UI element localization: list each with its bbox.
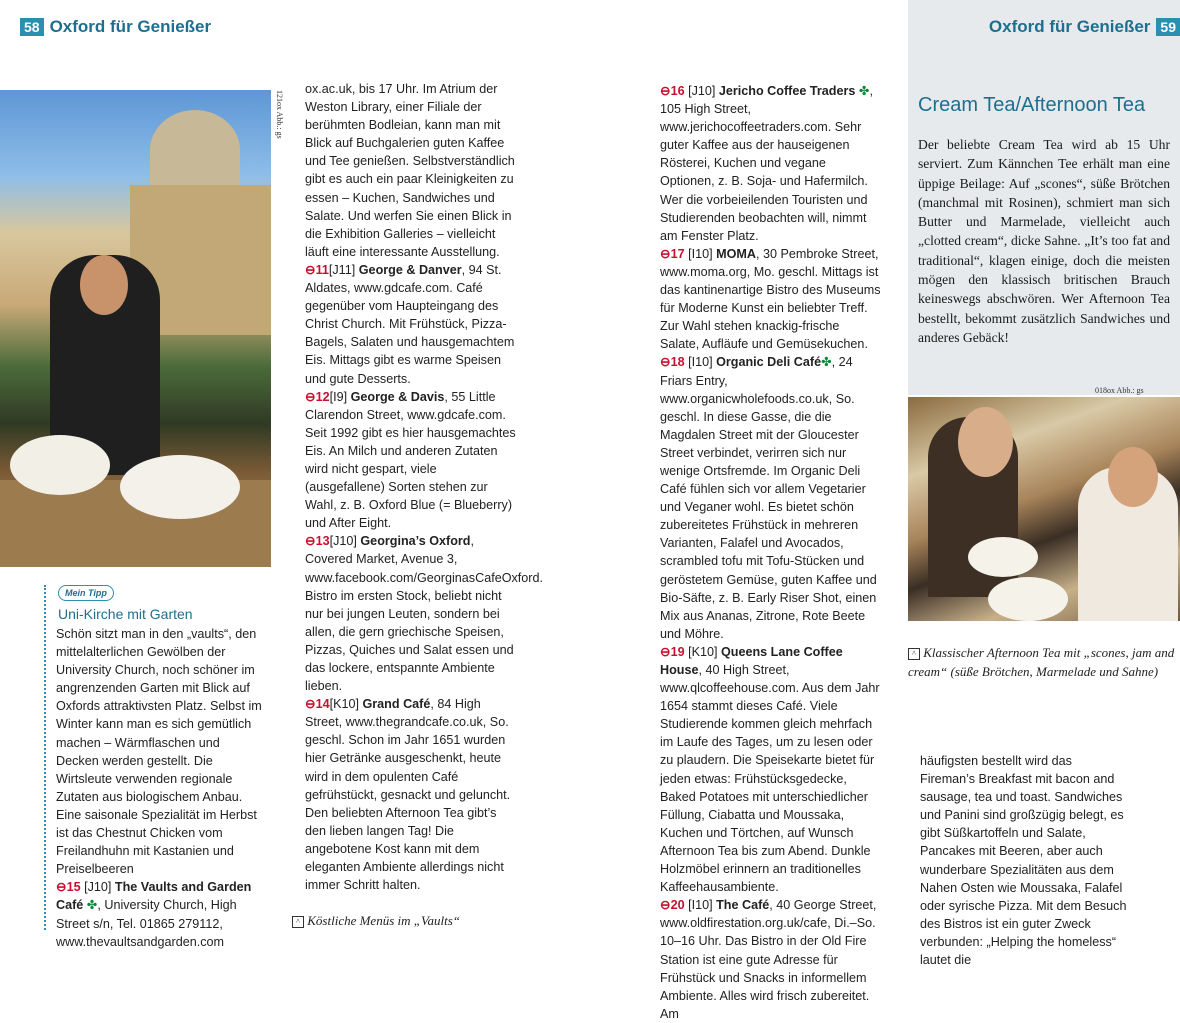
left-page-number: 58 (20, 18, 44, 36)
listing-entry (660, 896, 882, 1023)
pin-icon: ⊖ (305, 534, 316, 549)
entry-pin-number: 12 (315, 389, 330, 404)
entry-details: , 55 Little Clarendon Street, www.gdcafe.com. Seit 1992 gibt es hier hausgemachtes Eis. An Milch und anderen Zutaten wird nicht gespart, viele (ausgefallene) Sorten stehen zur Wahl, z. B. Oxford Blue (= Blueberry) und After Eight. (305, 389, 516, 531)
right-page-header (989, 16, 1180, 38)
entry-pin-number: 17 (670, 246, 685, 261)
left-photo-credit (272, 90, 286, 150)
entry-details: , 24 Friars Entry, www.organicwholefoods.co.uk, So. geschl. In diese Gasse, die die Magdalen Street mit der Gloucester Street verbindet, verirren sich nur wenige Ortsfremde. Im Organic Deli Café fühlen sich vor allem Vegetarier und Veganer wohl. Es bietet schön zubereitetes Frühstück in mehreren Varianten, Falafel und Avocados, scrambled tofu mit Tofu-Stücken und geröstetem Gemüse, guten Kaffee und Bio-Säfte, z. B. Early Riser Shot, einen Mix aus Ananas, Zitrone, Rote Beete und Möhre. (660, 355, 877, 641)
left-text-column (305, 80, 543, 894)
photo-woman-head (1108, 447, 1158, 507)
afternoon-tea-photo (908, 397, 1180, 621)
listing-entry (660, 245, 882, 354)
entry-pin-number: 20 (670, 898, 685, 913)
entry-details: , Covered Market, Avenue 3, www.facebook.com/GeorginasCafeOxford. Bistro im ersten Stock, beliebt nicht nur bei jungen Leuten, sondern bei allen, die gern griechische Speisen, Pizzas, Quiches und Salat essen und das lockere, entspannte Ambiente lieben. (305, 534, 543, 694)
entry-pin-number: 18 (670, 355, 685, 370)
pin-icon: ⊖ (305, 389, 316, 404)
entry-grid: [I10] (688, 898, 713, 913)
photo-dome-shape (150, 110, 240, 190)
mein-tipp-text: Schön sitzt man in den „vaults“, den mittelalterlichen Gewölben der University Church, noch schöner im angrenzenden Garten mit Blick auf Oxfords attraktivsten Platz. Selbst im Winter kann man es sich gemütlich machen – Wärmflaschen und Decken werden gestellt. Die Wirtsleute verwenden regionale Zutaten aus biologischem Anbau. Eine saisonale Spezialität im Herbst ist das Chestnut Chicken vom Freilandhuhn mit Kastanien und Preiselbeeren (56, 627, 262, 877)
entry-details: , 94 St. Aldates, www.gdcafe.com. Café gegenüber vom Haupteingang des Christ Church. Mit Frühstück, Pizza-Bagels, Salaten und hausgemachtem Eis. Mittags gibt es warme Speisen und gute Desserts. (305, 262, 515, 386)
clover-icon: ✤ (821, 355, 832, 370)
right-continuation-text: häufigsten bestellt wird das Fireman’s Breakfast mit bacon and sausage, tea und toast. Sandwiches und Panini sind großzügig belegt, es gibt Süßkartoffeln und Salate, Pancakes mit Beeren, aber auch wunderbare Spezialitäten aus dem Nahen Osten wie Moussaka, Falafel oder syrische Pizza. Mit dem Besuch des Bistros ist ein guter Zweck verbunden: „Helping the homeless“ lautet die (920, 754, 1127, 968)
listing-entry (660, 353, 882, 643)
entry-pin-number: 15 (66, 880, 81, 895)
column-intro: ox.ac.uk, bis 17 Uhr. Im Atrium der Weston Library, einer Filiale der berühmten Bodleian, kann man mit Blick auf Buchgalerien guten Kaffee und Tee genießen. Selbstverständlich gibt es auch ein paar Kleinigkeiten zu essen – Kuchen, Sandwiches und Salate. Und werfen Sie einen Blick in die Exhibition Galleries – vielleicht läuft eine interessante Ausstellung. (305, 82, 515, 259)
entry-details: , 40 George Street, www.oldfirestation.org.uk/cafe, Di.–So. 10–16 Uhr. Das Bistro in der Old Fire Station ist eine gute Adresse für Frühstück und Snacks in informellem Ambiente. Alles wird frisch zubereitet. Am (660, 898, 877, 1021)
listing-entry (305, 532, 543, 695)
right-page-number: 59 (1156, 18, 1180, 36)
left-running-head: Oxford für Genießer (49, 17, 212, 36)
entry-name: Georgina’s Oxford (360, 534, 471, 549)
photo-plate-scones (968, 537, 1038, 577)
entry-details: University Church, High Street s/n, Tel. 01865 279112, www.thevaultsandgarden.com (56, 898, 237, 949)
entry-grid: [I10] (688, 355, 713, 370)
left-photo-credit-text: 121ox Abb.: gs (275, 90, 284, 139)
entry-pin-number: 19 (670, 644, 685, 659)
mein-tipp-box (44, 585, 268, 949)
left-photo-caption (292, 913, 460, 929)
mein-tipp-badge: Mein Tipp (58, 585, 114, 601)
mein-tipp-entry: ⊖15 [J10] The Vaults and Garden Café ✤, University Church, High Street s/n, Tel. 01865 279112, www.thevaultsandgarden.com (56, 880, 252, 949)
entry-name: Queens Lane Coffee House (660, 644, 843, 677)
entry-name: Organic Deli Café (716, 355, 822, 370)
entry-grid: [J10] (329, 534, 357, 549)
photo-plate-left (10, 435, 110, 495)
entry-pin-number: 13 (315, 534, 330, 549)
entry-grid: [K10] (329, 697, 359, 712)
entry-name: George & Danver (358, 262, 462, 277)
entry-pin-number: 14 (315, 697, 330, 712)
entry-pin-number: 11 (315, 262, 329, 277)
photo-face-shape (80, 255, 128, 315)
pin-icon: ⊖ (660, 246, 671, 261)
photo-plate-right (120, 455, 240, 519)
listing-entry (660, 643, 882, 896)
entry-grid: [I10] (688, 246, 713, 261)
cream-tea-body: Der beliebte Cream Tea wird ab 15 Uhr serviert. Zum Kännchen Tee erhält man eine üppige Beilage: Auf „scones“, süße Brötchen (manchmal mit Rosinen), schmiert man sich Butter und Marmelade, vielleicht auch „clotted cream“, dicke Sahne. „It’s too fat and traditional“, klagen einige, doch die meisten mögen den klassisch britischen Brauch keineswegs abschwören. Wer Afternoon Tea bestellt, bekommt zusätzlich Sandwiches und anderes Gebäck! (918, 137, 1170, 345)
caption-arrow-icon: ^ (908, 648, 920, 660)
entry-pin-number: 16 (670, 84, 685, 98)
cream-tea-box (908, 0, 1180, 395)
listing-entry (305, 695, 517, 894)
right-photo-caption (908, 643, 1176, 681)
pin-icon: ⊖ (305, 697, 316, 712)
middle-text-column (660, 82, 882, 1023)
entry-grid: [J10] (84, 880, 112, 895)
pin-icon: ⊖ (56, 880, 67, 895)
clover-icon: ✤ (858, 84, 870, 98)
photo-man-head (958, 407, 1013, 477)
entry-name: George & Davis (350, 389, 445, 404)
left-page-header (0, 16, 211, 38)
photo-plate-cream (988, 577, 1068, 621)
entry-details: , 30 Pembroke Street, www.moma.org, Mo. geschl. Mittags ist das kantinenartige Bistro des Museums für Moderne Kunst ein beliebter Treff. Zur Wahl stehen knackig-frische Salate, Aufläufe und Gemüsekuchen. (660, 246, 881, 352)
mein-tipp-body (56, 625, 262, 951)
pin-icon: ⊖ (660, 84, 671, 98)
left-caption-text: Köstliche Menüs im „Vaults“ (307, 913, 461, 928)
cream-tea-title: Cream Tea/Afternoon Tea (918, 94, 1146, 116)
entry-details: , 105 High Street, www.jerichocoffeetraders.com. Sehr guter Kaffee aus der hauseigenen Rösterei, Kuchen und vegane Optionen, z. B. Soja- und Hafermilch. Wer die vorbeieilenden Touristen und Studierenden beobachten will, nimmt am Fenster Platz. (660, 84, 873, 243)
entry-grid: [J11] (328, 262, 356, 277)
entry-grid: [I9] (329, 389, 348, 404)
listing-entry (660, 82, 882, 245)
pin-icon: ⊖ (660, 355, 671, 370)
pin-icon: ⊖ (660, 898, 671, 913)
entry-name: MOMA (716, 246, 756, 261)
mein-tipp-heading: Uni-Kirche mit Garten (58, 606, 193, 622)
entry-details: , 40 High Street, www.qlcoffeehouse.com. Aus dem Jahr 1654 stammt dieses Café. Viele Studierende kommen gleich mehrfach im Laufe des Tages, um zu lesen oder zu plaudern. Die Speisekarte bietet für jeden etwas: Frühstücksgedecke, Baked Potatoes mit unterschiedlicher Füllung, Ciabatta und Moussaka, Kuchen und Törtchen, auf Wunsch Afternoon Tea bis zum Abend. Dunkle Holzmöbel erinnern an traditionelles Kaffeehausambiente. (660, 663, 880, 895)
entry-name: The Café (716, 898, 770, 913)
clover-icon: ✤ (86, 898, 98, 913)
right-caption-text: Klassischer Afternoon Tea mit „scones, jam and cream“ (süße Brötchen, Marmelade und Sahne) (908, 645, 1175, 679)
pin-icon: ⊖ (305, 262, 316, 277)
listing-entry (305, 261, 517, 388)
entry-grid: [K10] (688, 644, 718, 659)
right-running-head: Oxford für Genießer (988, 17, 1151, 36)
entry-grid: [J10] (688, 84, 716, 98)
right-photo-credit: 018ox Abb.: gs (1095, 386, 1144, 395)
cafe-photo (0, 90, 271, 567)
entry-name: The Vaults and Garden Café (56, 880, 252, 913)
caption-arrow-icon: ^ (292, 916, 304, 928)
listing-entry (305, 388, 517, 533)
entry-name: Grand Café (362, 697, 431, 712)
pin-icon: ⊖ (660, 644, 671, 659)
entry-name: Jericho Coffee Traders (718, 84, 856, 98)
entry-details: , 84 High Street, www.thegrandcafe.co.uk, So. geschl. Schon im Jahr 1651 wurden hier Getränke ausgeschenkt, heute wird in dem opulenten Café gefrühstückt, gesnackt und geluncht. Den beliebten Afternoon Tea gibt’s den lieben langen Tag! Die angebotene Kost kann mit dem eleganten Ambiente allerdings nicht immer Schritt halten. (305, 697, 511, 893)
